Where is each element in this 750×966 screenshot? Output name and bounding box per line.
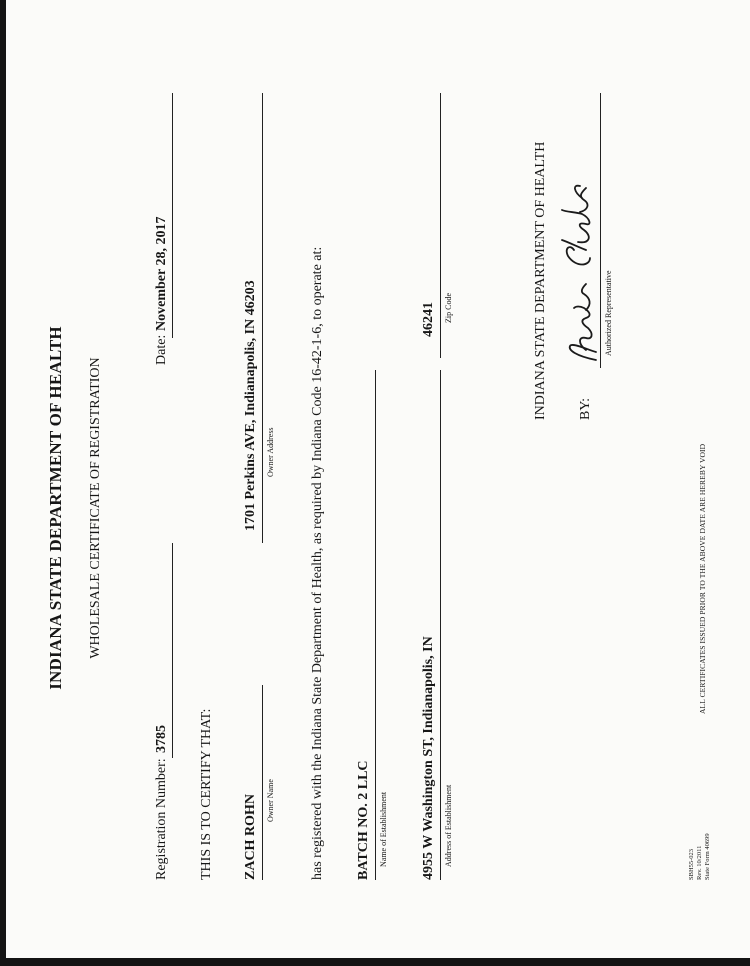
- owner-name: ZACH ROHN: [243, 794, 258, 880]
- owner-address: 1701 Perkins AVE, Indianapolis, IN 46203: [243, 280, 258, 531]
- state-form-number: State Form 40699: [704, 833, 711, 880]
- establishment-name-caption: Name of Establishment: [379, 791, 388, 867]
- registration-statement: has registered with the Indiana State Department of Health, as required by Indiana Code 16-42-1-6, to operate at:: [310, 246, 325, 880]
- authorized-representative-caption: Authorized Representative: [604, 270, 613, 356]
- certificate-content: [6, 0, 750, 958]
- agency-title: INDIANA STATE DEPARTMENT OF HEALTH: [46, 326, 65, 690]
- establishment-address-caption: Address of Establishment: [444, 784, 453, 867]
- by-label: BY:: [578, 397, 593, 420]
- registration-number-line: [172, 543, 173, 758]
- registration-number: 3785: [154, 725, 169, 753]
- form-number: SBH55-023: [688, 848, 695, 880]
- form-revision: Rev. 10/2011: [696, 845, 703, 880]
- establishment-zip: 46241: [421, 302, 436, 337]
- establishment-address-line: [440, 370, 441, 880]
- certificate-subtitle: WHOLESALE CERTIFICATE OF REGISTRATION: [88, 357, 103, 659]
- owner-address-line: [262, 93, 263, 543]
- form-info: [688, 833, 712, 880]
- signature-line: [600, 93, 601, 368]
- zip-caption: Zip Code: [444, 293, 453, 323]
- owner-address-caption: Owner Address: [266, 427, 275, 477]
- issue-date: November 28, 2017: [154, 216, 169, 331]
- handwritten-signature: [556, 138, 604, 368]
- date-label: Date:: [154, 334, 169, 365]
- owner-name-caption: Owner Name: [266, 779, 275, 822]
- registration-number-label: Registration Number:: [154, 758, 169, 880]
- establishment-address: 4955 W Washington ST, Indianapolis, IN: [421, 636, 436, 880]
- owner-name-line: [262, 685, 263, 880]
- establishment-name: BATCH NO. 2 LLC: [356, 760, 371, 880]
- certificate-page: [6, 0, 750, 958]
- signature-agency: INDIANA STATE DEPARTMENT OF HEALTH: [533, 141, 548, 420]
- certify-statement: THIS IS TO CERTIFY THAT:: [199, 708, 214, 880]
- date-line: [172, 93, 173, 338]
- zip-line: [440, 93, 441, 358]
- void-notice: ALL CERTIFICATES ISSUED PRIOR TO THE ABOVE DATE ARE HEREBY VOID: [698, 443, 707, 714]
- establishment-name-line: [375, 370, 376, 880]
